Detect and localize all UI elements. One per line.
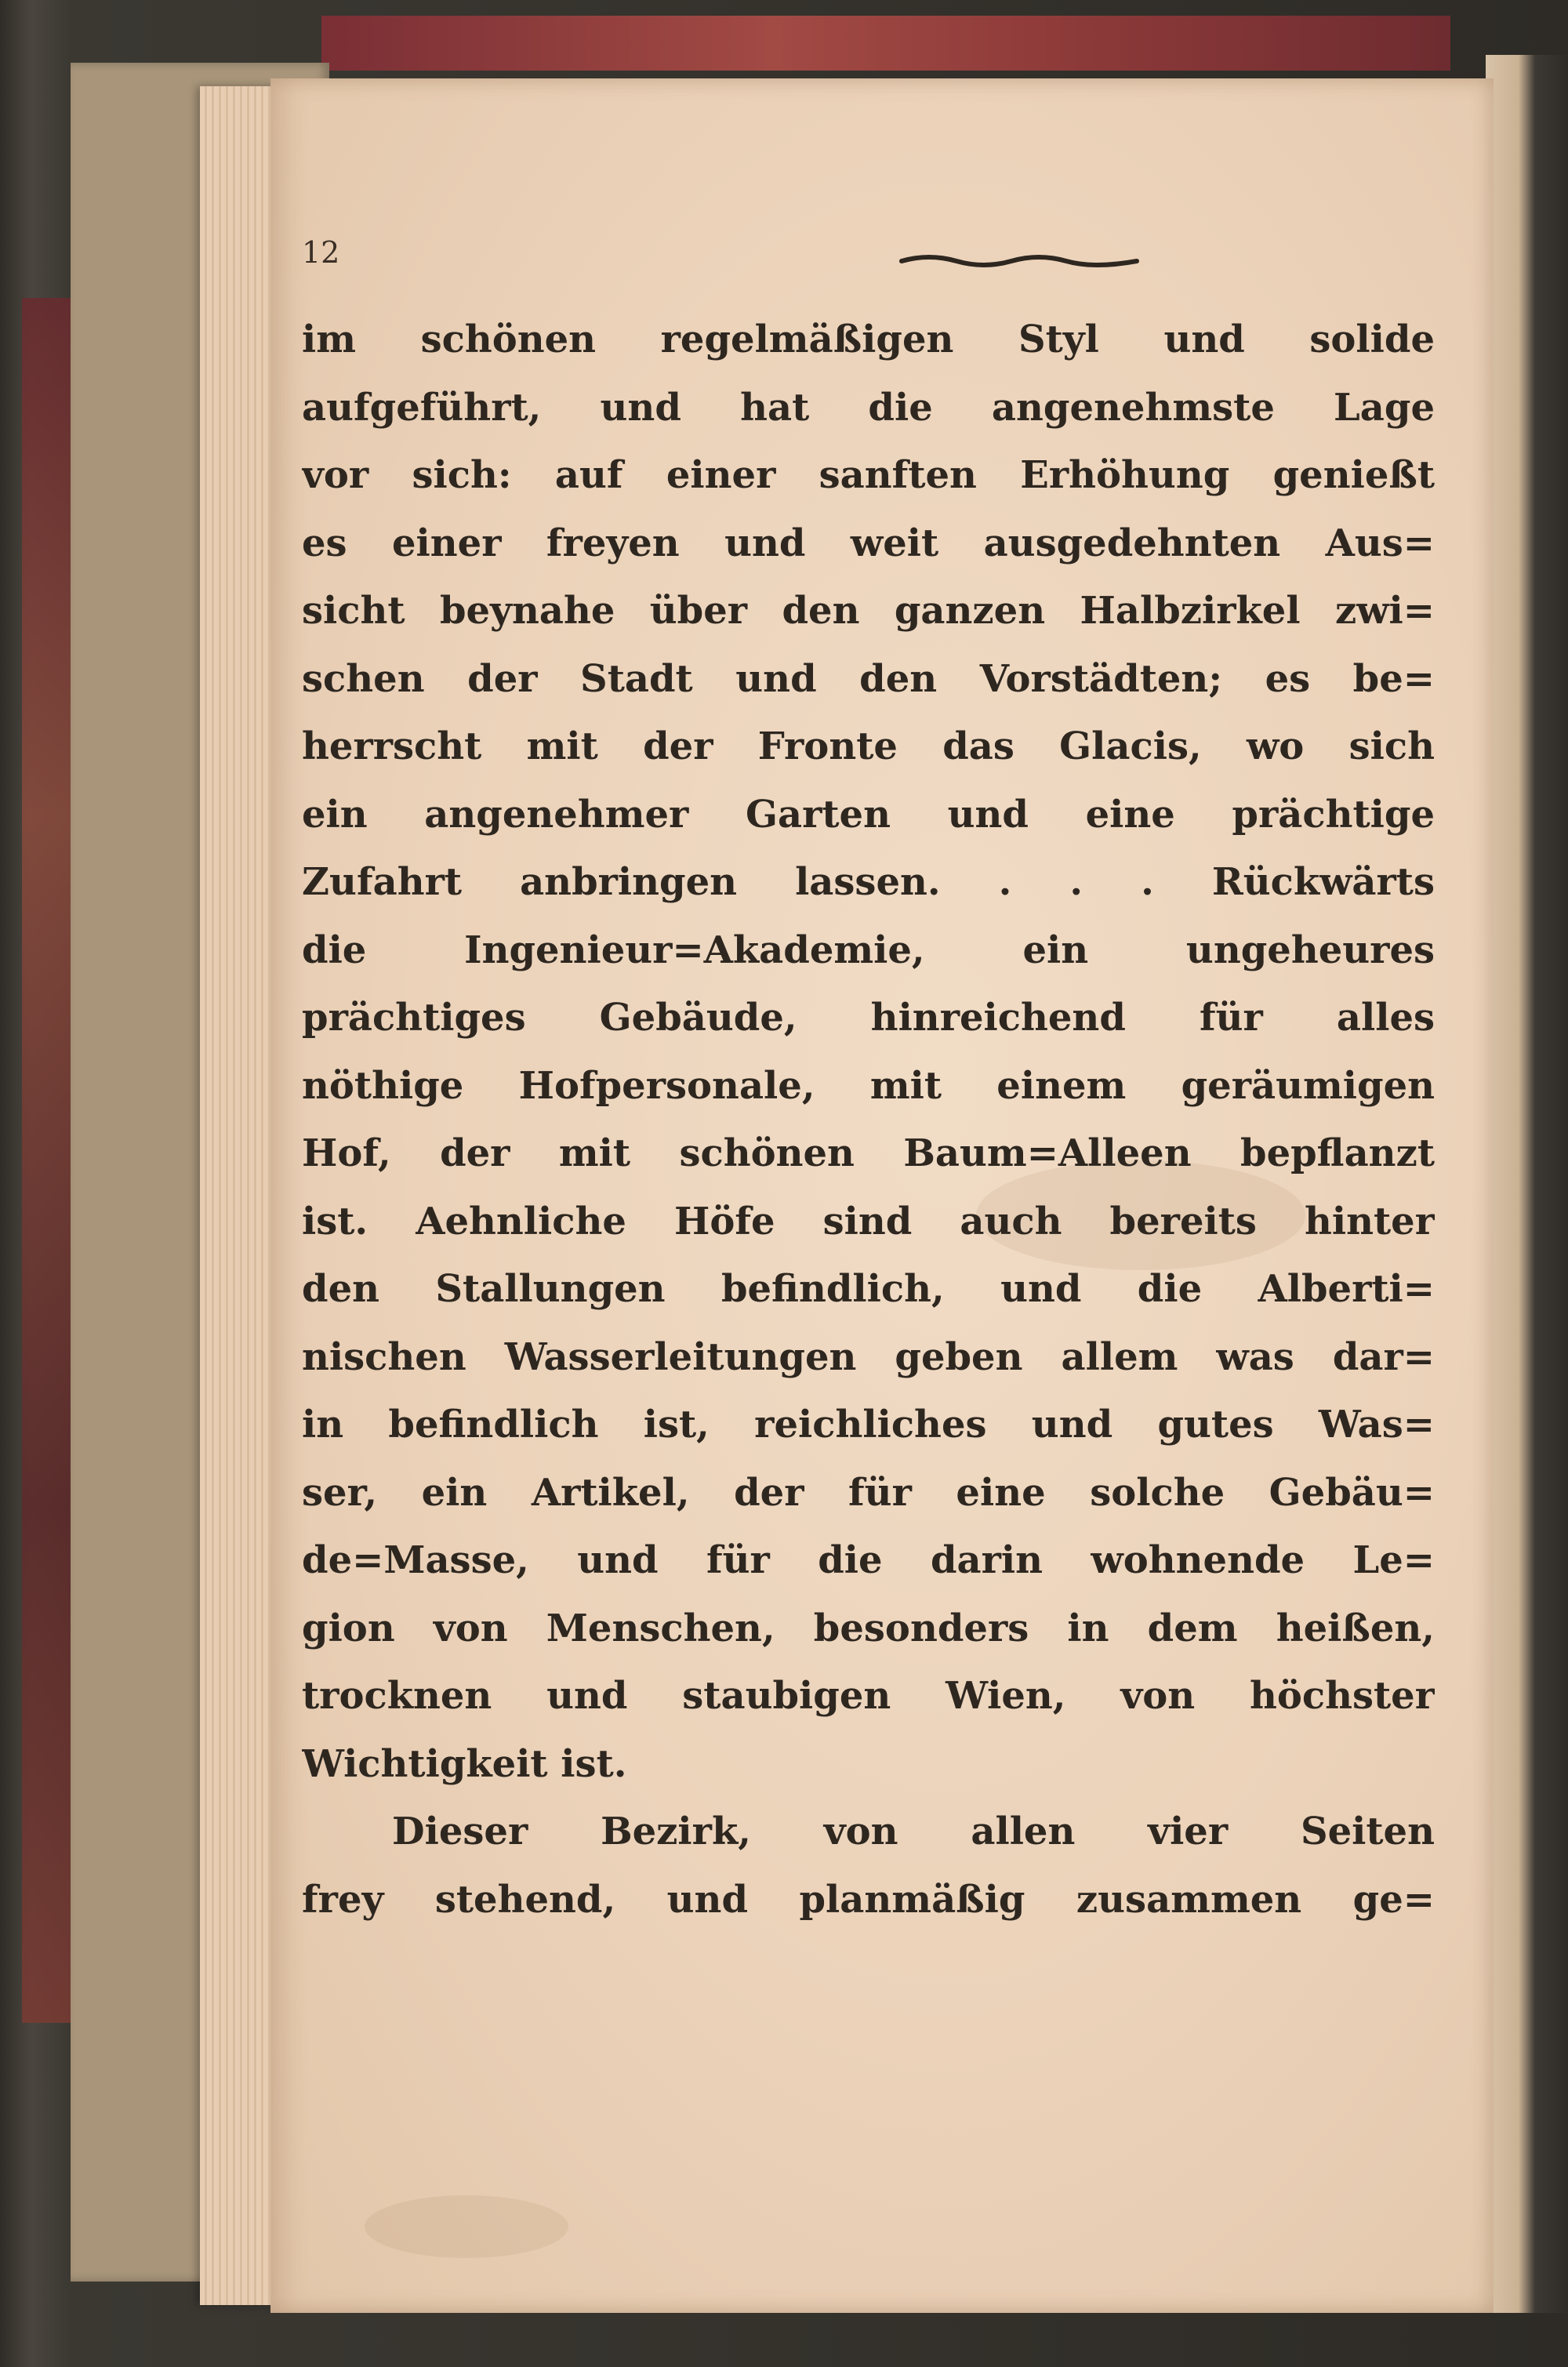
- text-line: trocknen und staubigen Wien, von höchster: [302, 1674, 1435, 1718]
- text-line: herrscht mit der Fronte das Glacis, wo sich: [302, 724, 1435, 768]
- next-page-edge: [1486, 55, 1568, 2313]
- body-text: [302, 306, 1435, 1933]
- text-line: in befindlich ist, reichliches und gutes Was=: [302, 1403, 1435, 1447]
- text-line: aufgeführt, und hat die angenehmste Lage: [302, 385, 1435, 430]
- text-line: prächtiges Gebäude, hinreichend für alles: [302, 996, 1435, 1040]
- page-header: [302, 235, 1196, 282]
- paper-stain: [365, 2195, 568, 2258]
- text-line: gion von Menschen, besonders in dem heißen,: [302, 1606, 1435, 1650]
- text-line: de=Masse, und für die darin wohnende Le=: [302, 1538, 1435, 1582]
- text-line: ein angenehmer Garten und eine prächtige: [302, 792, 1435, 837]
- text-line: im schönen regelmäßigen Styl und solide: [302, 318, 1435, 361]
- text-line: nöthige Hofpersonale, mit einem geräumigen: [302, 1063, 1435, 1108]
- text-line: Zufahrt anbringen lassen. . . . Rückwärts: [302, 860, 1435, 904]
- cover-binding-band: [321, 16, 1450, 71]
- spine-marbled-strip: [22, 298, 77, 2023]
- text-line: Hof, der mit schönen Baum=Alleen bepflanzt: [302, 1131, 1435, 1175]
- text-line: vor sich: auf einer sanften Erhöhung genießt: [302, 453, 1435, 497]
- text-line: Wichtigkeit ist.: [302, 1741, 627, 1786]
- text-line: es einer freyen und weit ausgedehnten Aus=: [302, 521, 1435, 565]
- text-line: den Stallungen befindlich, und die Alberti=: [302, 1267, 1435, 1311]
- ornamental-rule: [898, 249, 1141, 273]
- text-line: frey stehend, und planmäßig zusammen ge=: [302, 1877, 1435, 1922]
- text-line: ist. Aehnliche Höfe sind auch bereits hinter: [302, 1199, 1435, 1243]
- page-number: 12: [302, 235, 340, 270]
- text-line: die Ingenieur=Akademie, ein ungeheures: [302, 928, 1435, 972]
- text-line: schen der Stadt und den Vorstädten; es be=: [302, 656, 1435, 701]
- text-line: ser, ein Artikel, der für eine solche Gebäu=: [302, 1470, 1435, 1515]
- text-line: nischen Wasserleitungen geben allem was dar=: [302, 1334, 1435, 1379]
- text-line: sicht beynahe über den ganzen Halbzirkel zwi=: [302, 589, 1435, 633]
- text-line: Dieser Bezirk, von allen vier Seiten: [392, 1810, 1435, 1853]
